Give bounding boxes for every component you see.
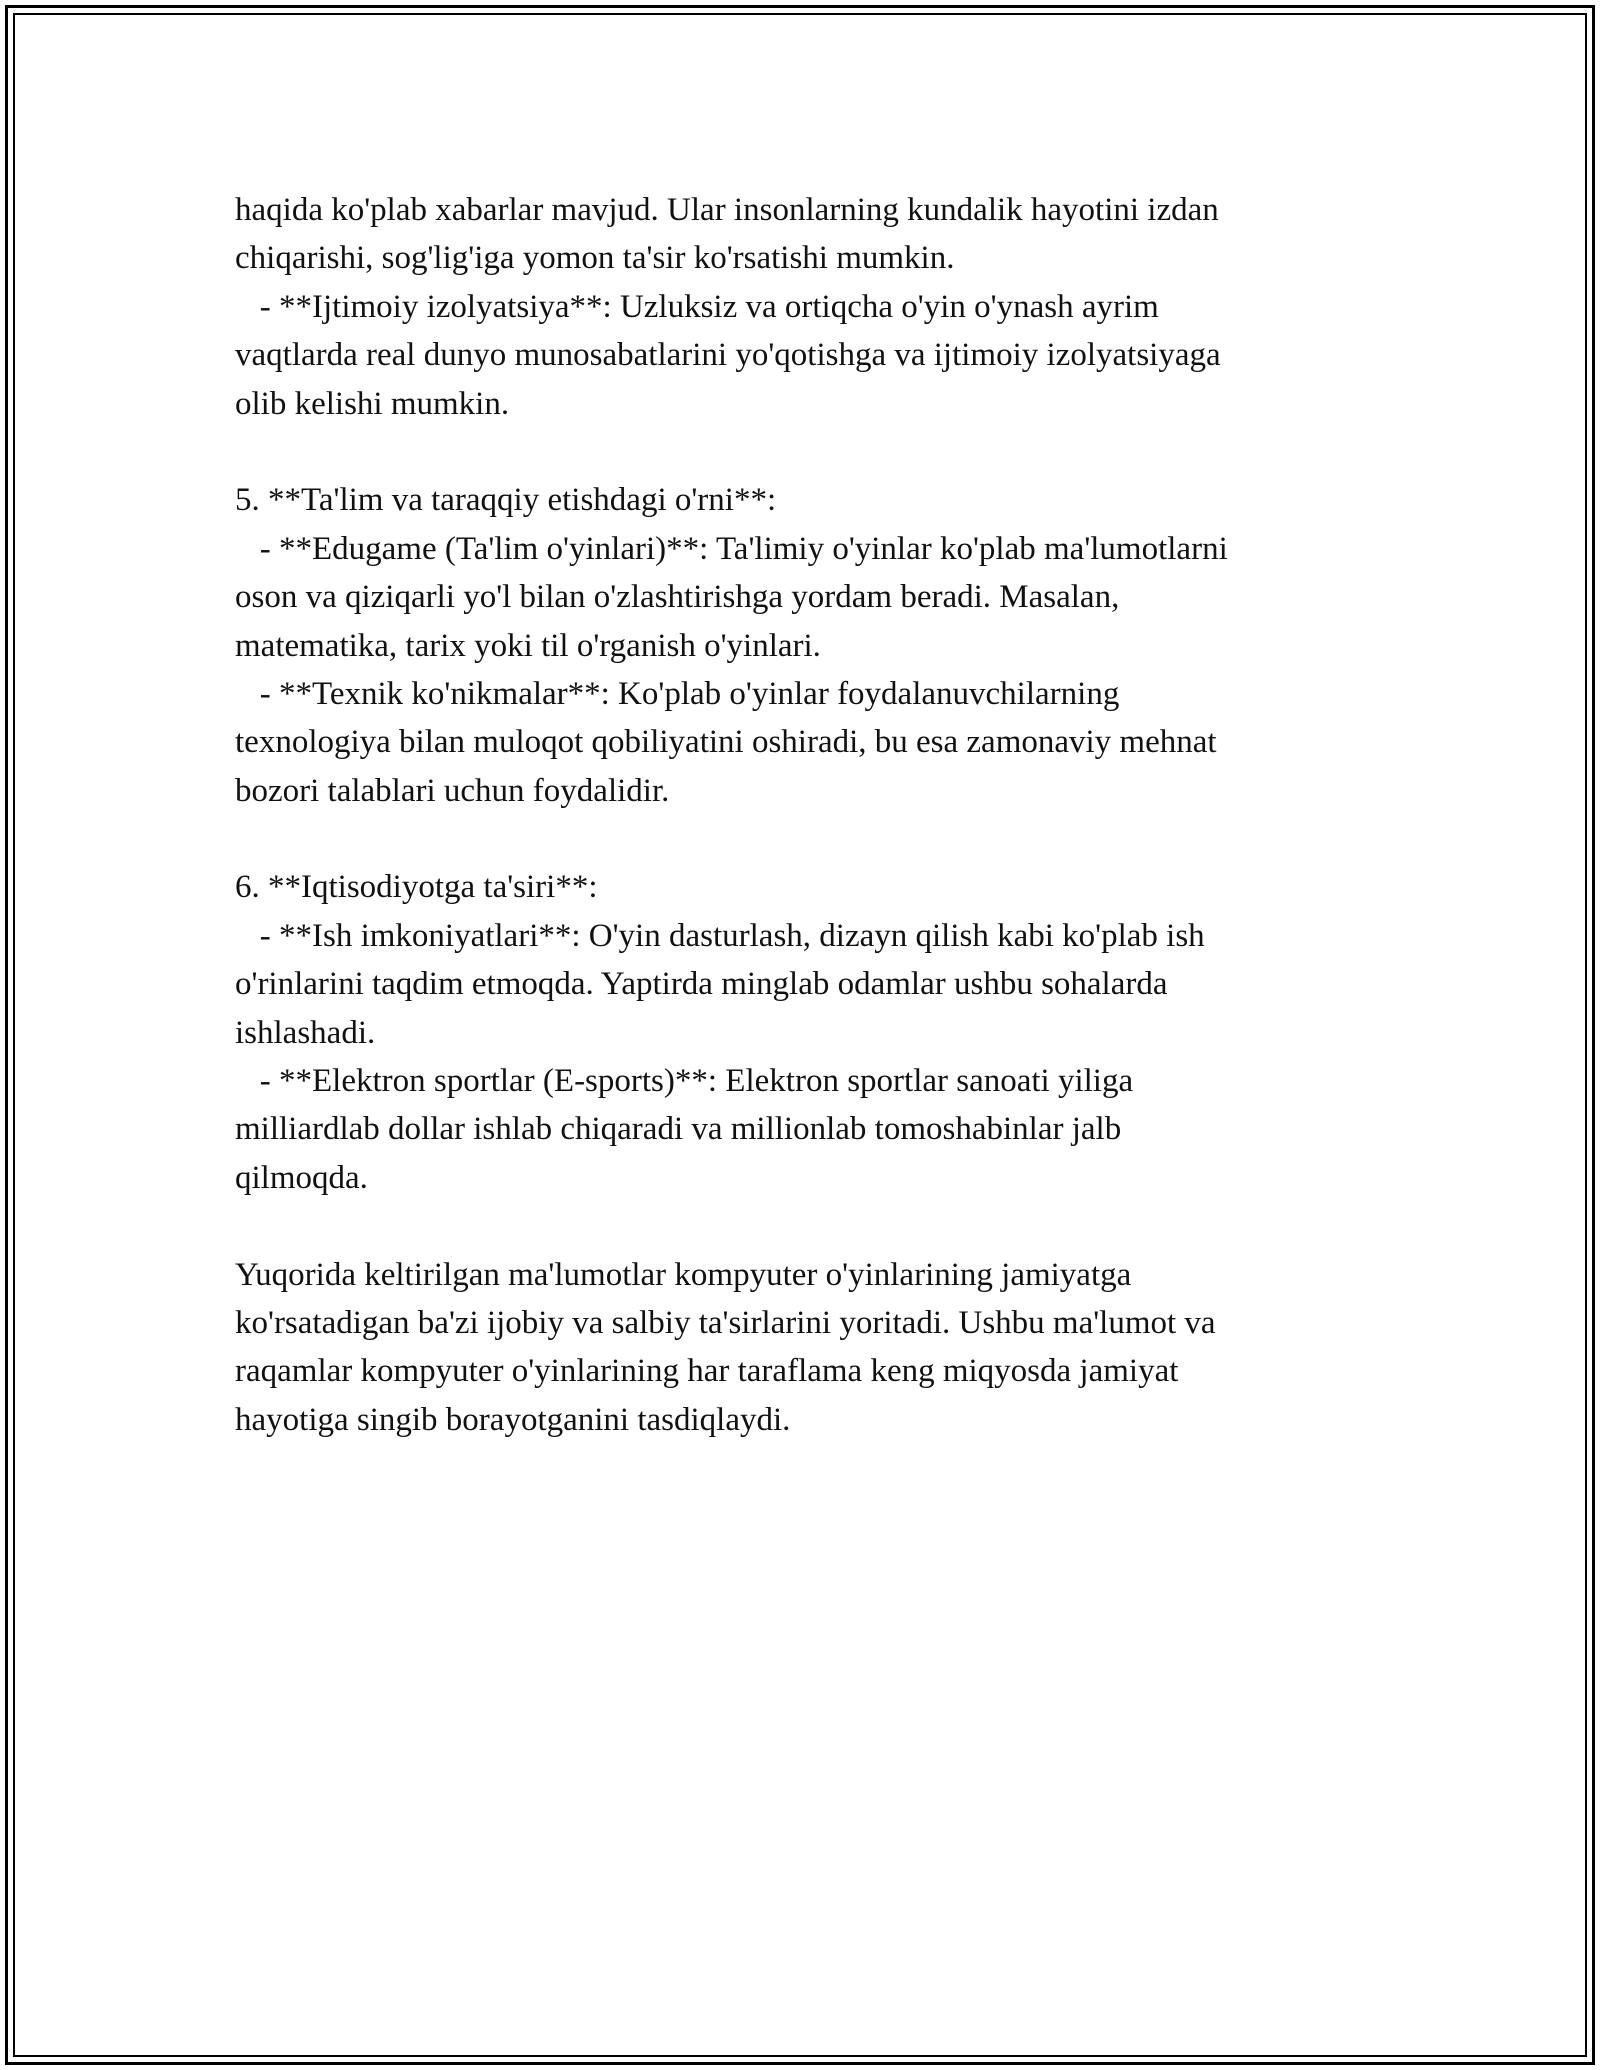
text-line: vaqtlarda real dunyo munosabatlarini yo'qotishga va ijtimoiy izolyatsiyaga <box>235 337 1221 374</box>
text-line: raqamlar kompyuter o'yinlarining har taraflama keng miqyosda jamiyat <box>235 1353 1179 1390</box>
text-line: matematika, tarix yoki til o'rganish o'yinlari. <box>235 627 821 664</box>
text-line: milliardlab dollar ishlab chiqaradi va millionlab tomoshabinlar jalb <box>235 1111 1122 1148</box>
text-line: chiqarishi, sog'lig'iga yomon ta'sir ko'rsatishi mumkin. <box>235 240 955 277</box>
text-line: - **Elektron sportlar (E-sports)**: Elektron sportlar sanoati yiliga <box>235 1063 1134 1100</box>
section-heading: 6. **Iqtisodiyotga ta'siri**: <box>235 869 598 906</box>
text-line: - **Ijtimoiy izolyatsiya**: Uzluksiz va ortiqcha o'yin o'ynash ayrim <box>235 288 1159 325</box>
blank-line <box>235 1202 1365 1250</box>
text-line: ishlashadi. <box>235 1014 376 1051</box>
text-line: bozori talablari uchun foydalidir. <box>235 772 670 809</box>
blank-line <box>235 428 1365 476</box>
text-line: o'rinlarini taqdim etmoqda. Yaptirda minglab odamlar ushbu sohalarda <box>235 966 1168 1003</box>
text-line: - **Ish imkoniyatlari**: O'yin dasturlash, dizayn qilish kabi ko'plab ish <box>235 917 1205 954</box>
text-line: - **Texnik ko'nikmalar**: Ko'plab o'yinlar foydalanuvchilarning <box>235 675 1120 712</box>
text-line: Yuqorida keltirilgan ma'lumotlar kompyuter o'yinlarining jamiyatga <box>235 1256 1132 1293</box>
text-line: - **Edugame (Ta'lim o'yinlari)**: Ta'limiy o'yinlar ko'plab ma'lumotlarni <box>235 530 1228 567</box>
text-line: hayotiga singib borayotganini tasdiqlaydi. <box>235 1401 791 1438</box>
text-line: haqida ko'plab xabarlar mavjud. Ular insonlarning kundalik hayotini izdan <box>235 192 1219 228</box>
text-line: qilmoqda. <box>235 1159 368 1196</box>
document-body <box>235 186 1365 1444</box>
text-line: olib kelishi mumkin. <box>235 385 510 422</box>
blank-line <box>235 815 1365 863</box>
text-line: ko'rsatadigan ba'zi ijobiy va salbiy ta'sirlarini yoritadi. Ushbu ma'lumot va <box>235 1304 1216 1341</box>
section-heading: 5. **Ta'lim va taraqqiy etishdagi o'rni**: <box>235 482 777 519</box>
text-line: oson va qiziqarli yo'l bilan o'zlashtirishga yordam beradi. Masalan, <box>235 579 1120 616</box>
text-line: texnologiya bilan muloqot qobiliyatini oshiradi, bu esa zamonaviy mehnat <box>235 724 1217 761</box>
